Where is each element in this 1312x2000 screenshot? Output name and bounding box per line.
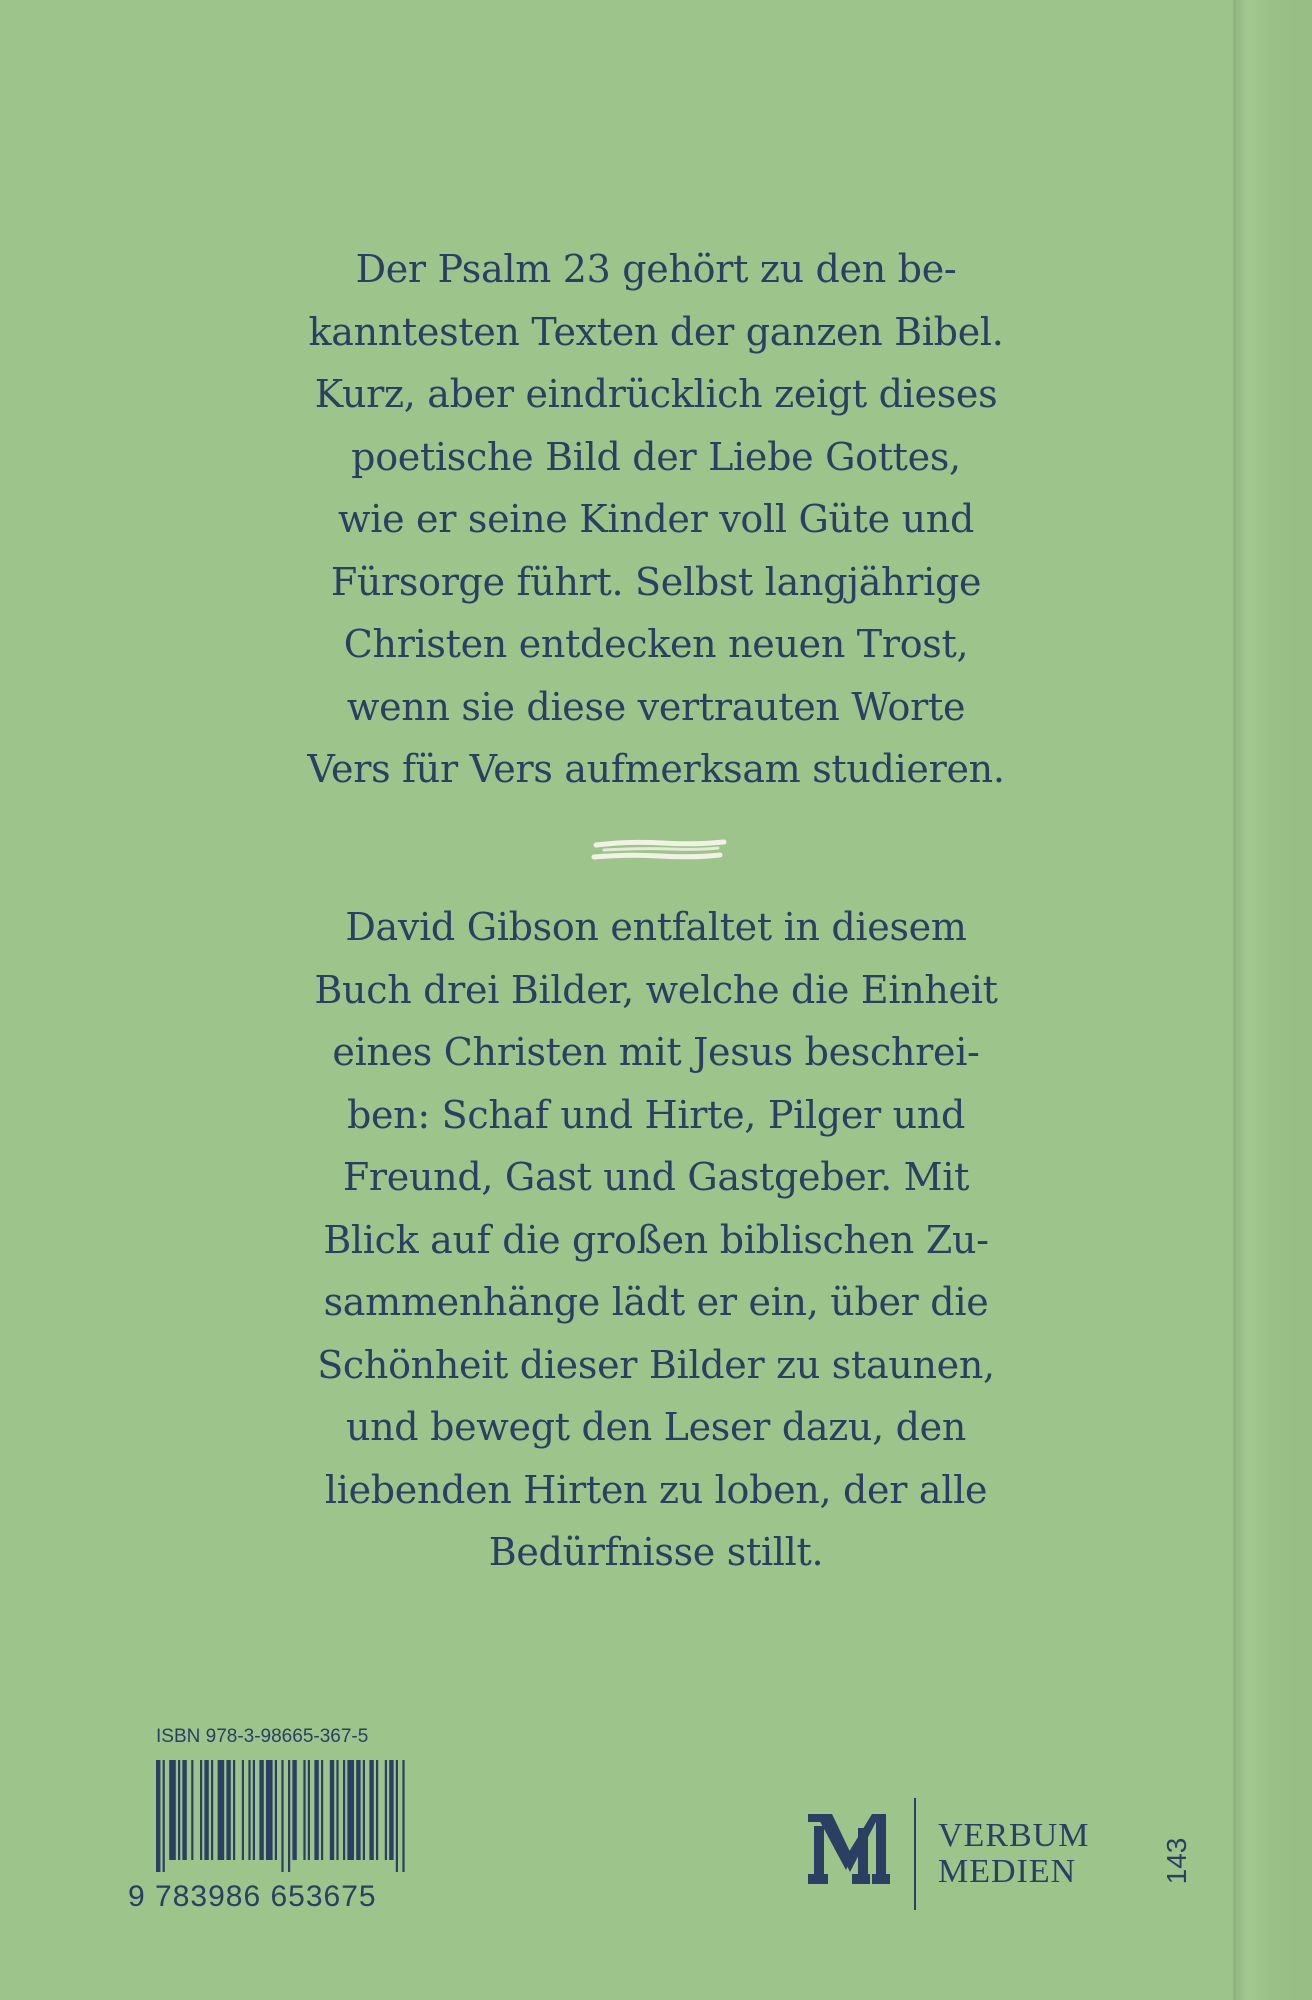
spine-shade	[1232, 0, 1312, 2000]
blurb-line: wenn sie diese vertrauten Worte	[346, 684, 966, 729]
barcode-digits: 9 783986 653675	[128, 1880, 377, 1913]
blurb-line: Der Psalm 23 gehört zu den be-	[355, 247, 957, 291]
blurb-line: Freund, Gast und Gastgeber. Mit	[342, 1155, 970, 1199]
blurb-line: David Gibson entfaltet in diesem	[345, 905, 967, 949]
blurb-line: Bedürfnisse stillt.	[488, 1530, 824, 1574]
blurb-line: Buch drei Bilder, welche die Einheit	[314, 967, 998, 1012]
blurb-line: sammenhänge lädt er ein, über die	[323, 1280, 989, 1324]
isbn-label: ISBN 978-3-98665-367-5	[156, 1726, 369, 1747]
blurb-paragraph-2	[306, 896, 1006, 1584]
spine-fold-line	[1233, 0, 1236, 2000]
blurb-line: Vers für Vers aufmerksam studieren.	[307, 747, 1005, 791]
spine-number: 143	[1161, 1837, 1192, 1885]
blurb-line: ben: Schaf und Hirte, Pilger und	[346, 1092, 966, 1137]
blurb-line: Kurz, aber eindrücklich zeigt dieses	[314, 372, 998, 416]
verbum-medien-logo-icon	[806, 1812, 892, 1886]
blurb-line: Fürsorge führt. Selbst langjährige	[330, 559, 982, 604]
logo-divider	[914, 1798, 916, 1910]
blurb-line: wie er seine Kinder voll Güte und	[337, 497, 974, 541]
blurb-line: liebenden Hirten zu loben, der alle	[324, 1467, 988, 1512]
blurb-line: kanntesten Texten der ganzen Bibel.	[308, 309, 1004, 354]
blurb-line: Blick auf die großen biblischen Zu-	[323, 1217, 989, 1262]
blurb-line: Christen entdecken neuen Trost,	[343, 622, 969, 666]
blurb-paragraph-1	[306, 238, 1006, 801]
publisher-line-1: VERBUM	[938, 1817, 1090, 1854]
blurb-line: poetische Bild der Liebe Gottes,	[351, 434, 961, 479]
blurb-line: eines Christen mit Jesus beschrei-	[332, 1030, 980, 1074]
blurb-line: und bewegt den Leser dazu, den	[345, 1405, 967, 1449]
brush-stroke-divider-icon	[590, 836, 730, 866]
barcode-icon	[156, 1760, 412, 1872]
blurb-line: Schönheit dieser Bilder zu staunen,	[317, 1342, 995, 1387]
publisher-name	[938, 1818, 1089, 1890]
publisher-line-2: MEDIEN	[938, 1853, 1077, 1890]
